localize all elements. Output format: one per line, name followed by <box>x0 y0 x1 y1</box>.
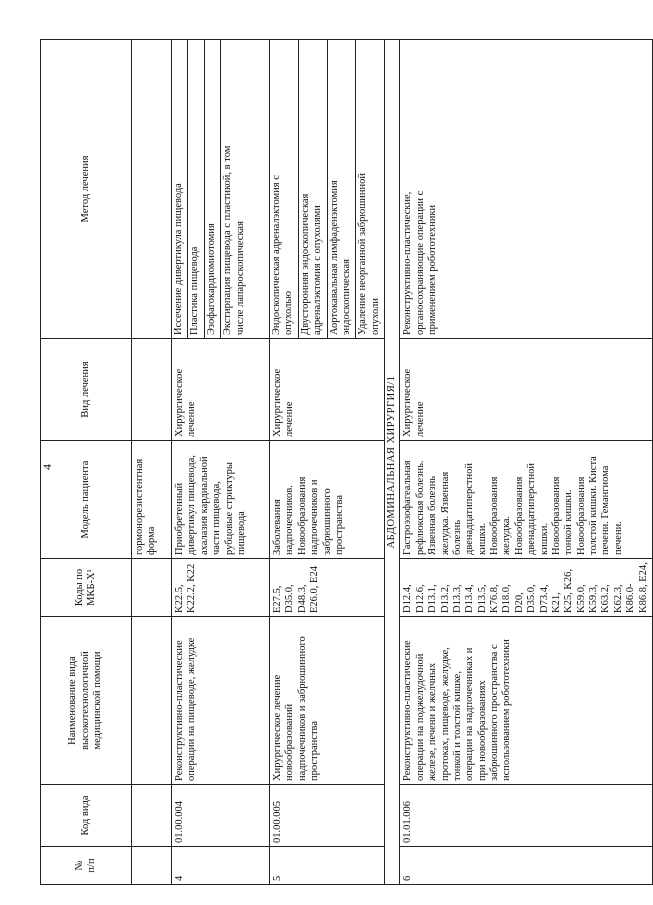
method-item: Удаление неорганной забрюшинной опухоли <box>357 172 381 335</box>
row-model: Заболевания надпочечников. Новообразования надпочечников и забрюшинного пространства <box>270 441 385 559</box>
method-item: Пластика пищевода <box>188 40 204 338</box>
row-code: 01.00.005 <box>270 785 385 847</box>
row-methods <box>270 40 385 339</box>
header-code: Код вида <box>41 785 132 847</box>
section-row <box>385 40 400 885</box>
row-name: Реконструктивно-пластические операции на пищеводе, желудке <box>172 617 270 785</box>
row-num: 4 <box>172 847 270 885</box>
table-row-4 <box>172 40 270 885</box>
treatment-table <box>40 39 653 885</box>
header-name: Наименование вида высокотехнологичной медицинской помощи <box>41 617 132 785</box>
header-kind: Вид лечения <box>41 339 132 441</box>
row-methods <box>172 40 270 339</box>
table-row-5 <box>270 40 385 885</box>
row-num: 6 <box>400 847 653 885</box>
cont-model: гормонорезистентная форма <box>132 441 172 559</box>
row-name: Реконструктивно-пластические операции на поджелудочной железе, печени и желчных протоках, пищеводе, желудке, тонкой и толстой кишке, операции на надпочечниках и при новообразованиях забрюшинного пространства с использованием робототехники <box>400 617 653 785</box>
cont-icd <box>132 559 172 617</box>
row-icd: D12.4, D12.6, D13.1, D13.2, D13.3, D13.4, D13.5, K76.8, D18.0, D20, D35.0, D73.4, K21, K25, K26, K59.0, K59.3, K63.2, K62.3, K86.0- K86.8, E24, <box>400 559 653 617</box>
cont-code <box>132 785 172 847</box>
header-num: № п/п <box>41 847 132 885</box>
continuation-row <box>132 40 172 885</box>
row-code: 01.01.006 <box>400 785 653 847</box>
page-number: 4 <box>40 464 54 470</box>
section-title: АБДОМИНАЛЬНАЯ ХИРУРГИЯ/1 <box>385 40 400 885</box>
cont-name <box>132 617 172 785</box>
header-model: Модель пациента <box>41 441 132 559</box>
header-row <box>41 40 132 885</box>
row-icd: E27.5, D35.0, D48.3, E26.0, E24 <box>270 559 385 617</box>
method-item: Эзофагокардиомиотомия <box>205 40 221 338</box>
row-code: 01.00.004 <box>172 785 270 847</box>
row-kind: Хирургическое лечение <box>270 339 385 441</box>
cont-method <box>132 40 172 339</box>
row-kind: Хирургическое лечение <box>172 339 270 441</box>
method-item: Иссечение дивертикула пищевода <box>172 40 188 338</box>
row-model: Гастроэзофагеальная рефлюксная болезнь. Язвенная болезнь желудка. Язвенная болезнь двенадцатиперстной кишки. Новообразования желудка. Новообразования двенадцатиперстной кишки. Новообразования тонкой кишки. Новообразования толстой кишки. Киста печени. Гемангиома печени. <box>400 441 653 559</box>
row-kind: Хирургическое лечение <box>400 339 653 441</box>
row-icd: K22.5, K22.2, K22 <box>172 559 270 617</box>
method-item: Эндоскопическая адреналэктомия с опухолью <box>270 40 299 338</box>
cont-kind <box>132 339 172 441</box>
method-item: Экстирпация пищевода с пластикой, в том числе лапароскопическая <box>222 145 246 335</box>
rotated-page <box>40 40 649 885</box>
row-num: 5 <box>270 847 385 885</box>
row-name: Хирургическое лечение новообразований надпочечников и забрюшинного пространства <box>270 617 385 785</box>
header-method: Метод лечения <box>41 40 132 339</box>
cont-num <box>132 847 172 885</box>
table-row-6 <box>400 40 653 885</box>
row-model: Приобретенный дивертикул пищевода, ахалазия кардиальной части пищевода, рубцовые стриктуры пищевода <box>172 441 270 559</box>
row-method: Реконструктивно-пластические, органосохраняющие операции с применением робототехники <box>400 40 653 339</box>
header-icd: Коды по МКБ-X¹ <box>41 559 132 617</box>
method-item: Аортокавальная лимфаденэктомия эндоскопическая <box>328 40 357 338</box>
method-item: Двусторонняя эндоскопическая адреналэктомия с опухолями <box>299 40 328 338</box>
